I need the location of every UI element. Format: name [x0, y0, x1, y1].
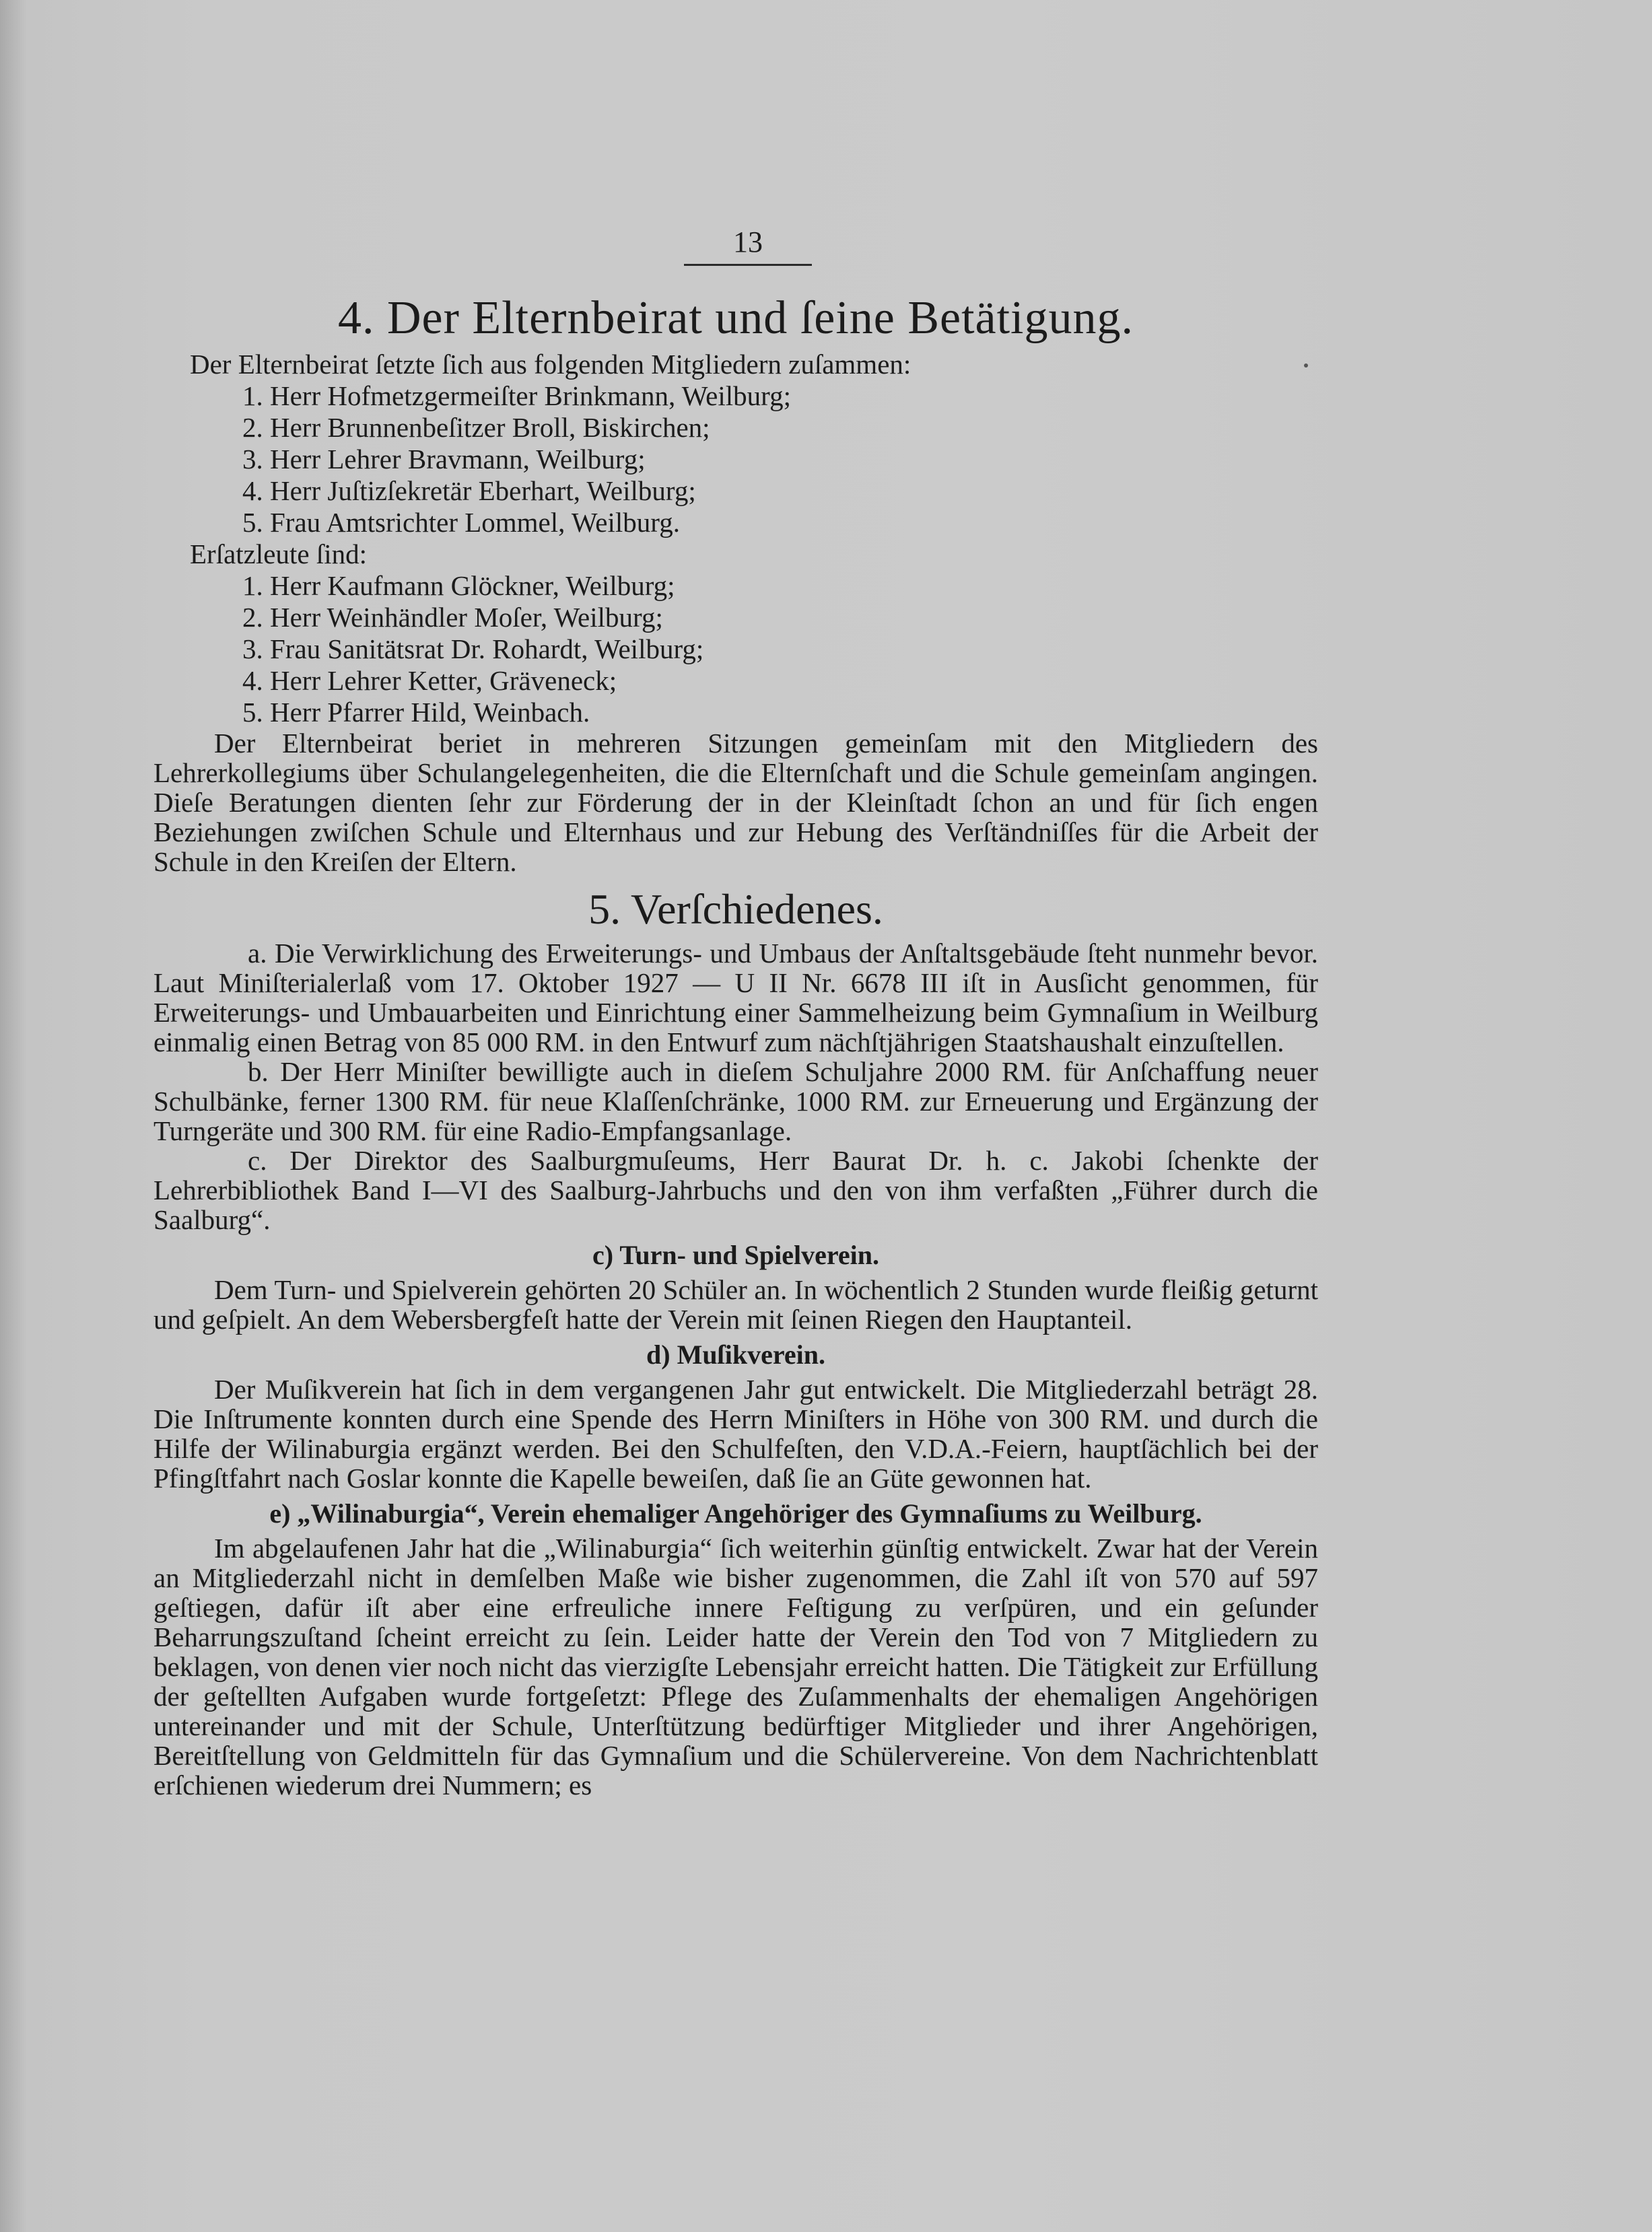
wilinaburgia-paragraph: Im abgelaufenen Jahr hat die „Wilinaburgia“ ſich weiterhin günſtig entwickelt. Zwar hat der Verein an Mitgliederzahl nicht in demſelben Maße wie bisher zugenommen, die Zahl iſt von 570 auf 597 geſtiegen, dafür iſt aber eine erfreuliche innere Feſtigung zu verſpüren, und ein geſunder Beharrungszuſtand ſcheint erreicht zu ſein. Leider hatte der Verein den Tod von 7 Mitgliedern zu beklagen, von denen vier noch nicht das vierzigſte Lebensjahr erreicht hatten. Die Tätigkeit zur Erfüllung der geſtellten Aufgaben wurde fortgeſetzt: Pflege des Zuſammenhalts der ehemaligen Angehörigen untereinander und mit der Schule, Unterſtützung bedürftiger Mitglieder und ihrer Angehörigen, Bereitſtellung von Geldmitteln für das Gymnaſium und die Schülervereine. Von dem Nachrichtenblatt erſchienen wiederum drei Nummern; es — [153, 1532, 1318, 1801]
page-content — [153, 293, 1318, 1800]
section-5-heading: 5. Verſchiedenes. — [588, 884, 883, 933]
substitute-item: 4. Herr Lehrer Ketter, Gräveneck; — [242, 664, 617, 696]
member-item: 2. Herr Brunnenbeſitzer Broll, Biskirchen; — [242, 411, 710, 443]
page-number: 13 — [684, 228, 812, 266]
substitutes-label: Erſatzleute ſind: — [190, 538, 367, 569]
members-intro: Der Elternbeirat ſetzte ſich aus folgenden Mitgliedern zuſammen: — [190, 348, 911, 380]
musikverein-paragraph: Der Muſikverein hat ſich in dem vergangenen Jahr gut entwickelt. Die Mitgliederzahl beträgt 28. Die Inſtrumente konnten durch eine Spende des Herrn Miniſters in Höhe von 300 RM. und durch die Hilfe der Wilinaburgia ergänzt werden. Bei den Schulfeſten, den V.D.A.-Feiern, hauptſächlich bei der Pfingſtfahrt nach Goslar konnte die Kapelle beweiſen, daß ſie an Güte gewonnen hat. — [153, 1373, 1318, 1494]
substitute-item: 2. Herr Weinhändler Moſer, Weilburg; — [242, 601, 663, 633]
member-item: 5. Frau Amtsrichter Lommel, Weilburg. — [242, 506, 680, 538]
section-4-heading: 4. Der Elternbeirat und ſeine Betätigung. — [337, 292, 1134, 344]
paragraph-c: c. Der Direktor des Saalburgmuſeums, Herr Baurat Dr. h. c. Jakobi ſchenkte der Lehrerbibliothek Band I—VI des Saalburg-Jahrbuchs und den von ihm verfaßten „Führer durch die Saalburg“. — [153, 1144, 1318, 1235]
substitute-item: 5. Herr Pfarrer Hild, Weinbach. — [242, 696, 590, 728]
member-item: 3. Herr Lehrer Bravmann, Weilburg; — [242, 443, 646, 475]
paragraph-b: b. Der Herr Miniſter bewilligte auch in dieſem Schuljahre 2000 RM. für Anſchaffung neuer Schulbänke, ferner 1300 RM. für neue Klaſſenſchränke, 1000 RM. zur Erneuerung und Ergänzung der Turngeräte und 300 RM. für eine Radio-Empfangsanlage. — [153, 1055, 1318, 1146]
musikverein-heading: d) Muſikverein. — [646, 1339, 825, 1370]
substitute-item: 3. Frau Sanitätsrat Dr. Rohardt, Weilburg; — [242, 633, 704, 664]
elternbeirat-paragraph: Der Elternbeirat beriet in mehreren Sitzungen gemeinſam mit den Mitgliedern des Lehrerkollegiums über Schulangelegenheiten, die die Elternſchaft und die Schule gemeinſam angingen. Dieſe Beratungen dienten ſehr zur Förderung der in der Kleinſtadt ſchon an und für ſich engen Beziehungen zwiſchen Schule und Elternhaus und zur Hebung des Verſtändniſſes für die Arbeit der Schule in den Kreiſen der Eltern. — [153, 727, 1318, 877]
substitutes-list — [153, 570, 1318, 728]
turnverein-paragraph: Dem Turn- und Spielverein gehörten 20 Schüler an. In wöchentlich 2 Stunden wurde fleißig geturnt und geſpielt. An dem Webersbergfeſt hatte der Verein mit ſeinen Riegen den Hauptanteil. — [153, 1274, 1318, 1335]
turnverein-heading: c) Turn- und Spielverein. — [592, 1239, 880, 1270]
paragraph-a: a. Die Verwirklichung des Erweiterungs- und Umbaus der Anſtaltsgebäude ſteht nunmehr bevor. Laut Miniſterialerlaß vom 17. Oktober 1927 — U II Nr. 6678 III iſt in Ausſicht genommen, für Erweiterungs- und Umbauarbeiten und Einrichtung einer Sammelheizung beim Gymnaſium in Weilburg einmalig einen Betrag von 85 000 RM. in den Entwurf zum nächſtjährigen Staatshaushalt einzuſtellen. — [153, 937, 1318, 1057]
member-item: 1. Herr Hofmetzgermeiſter Brinkmann, Weilburg; — [242, 380, 791, 411]
members-list — [153, 380, 1318, 538]
member-item: 4. Herr Juſtizſekretär Eberhart, Weilburg; — [242, 475, 696, 506]
substitute-item: 1. Herr Kaufmann Glöckner, Weilburg; — [242, 569, 675, 601]
wilinaburgia-heading: e) „Wilinaburgia“, Verein ehemaliger Angehöriger des Gymnaſiums zu Weilburg. — [269, 1498, 1202, 1529]
